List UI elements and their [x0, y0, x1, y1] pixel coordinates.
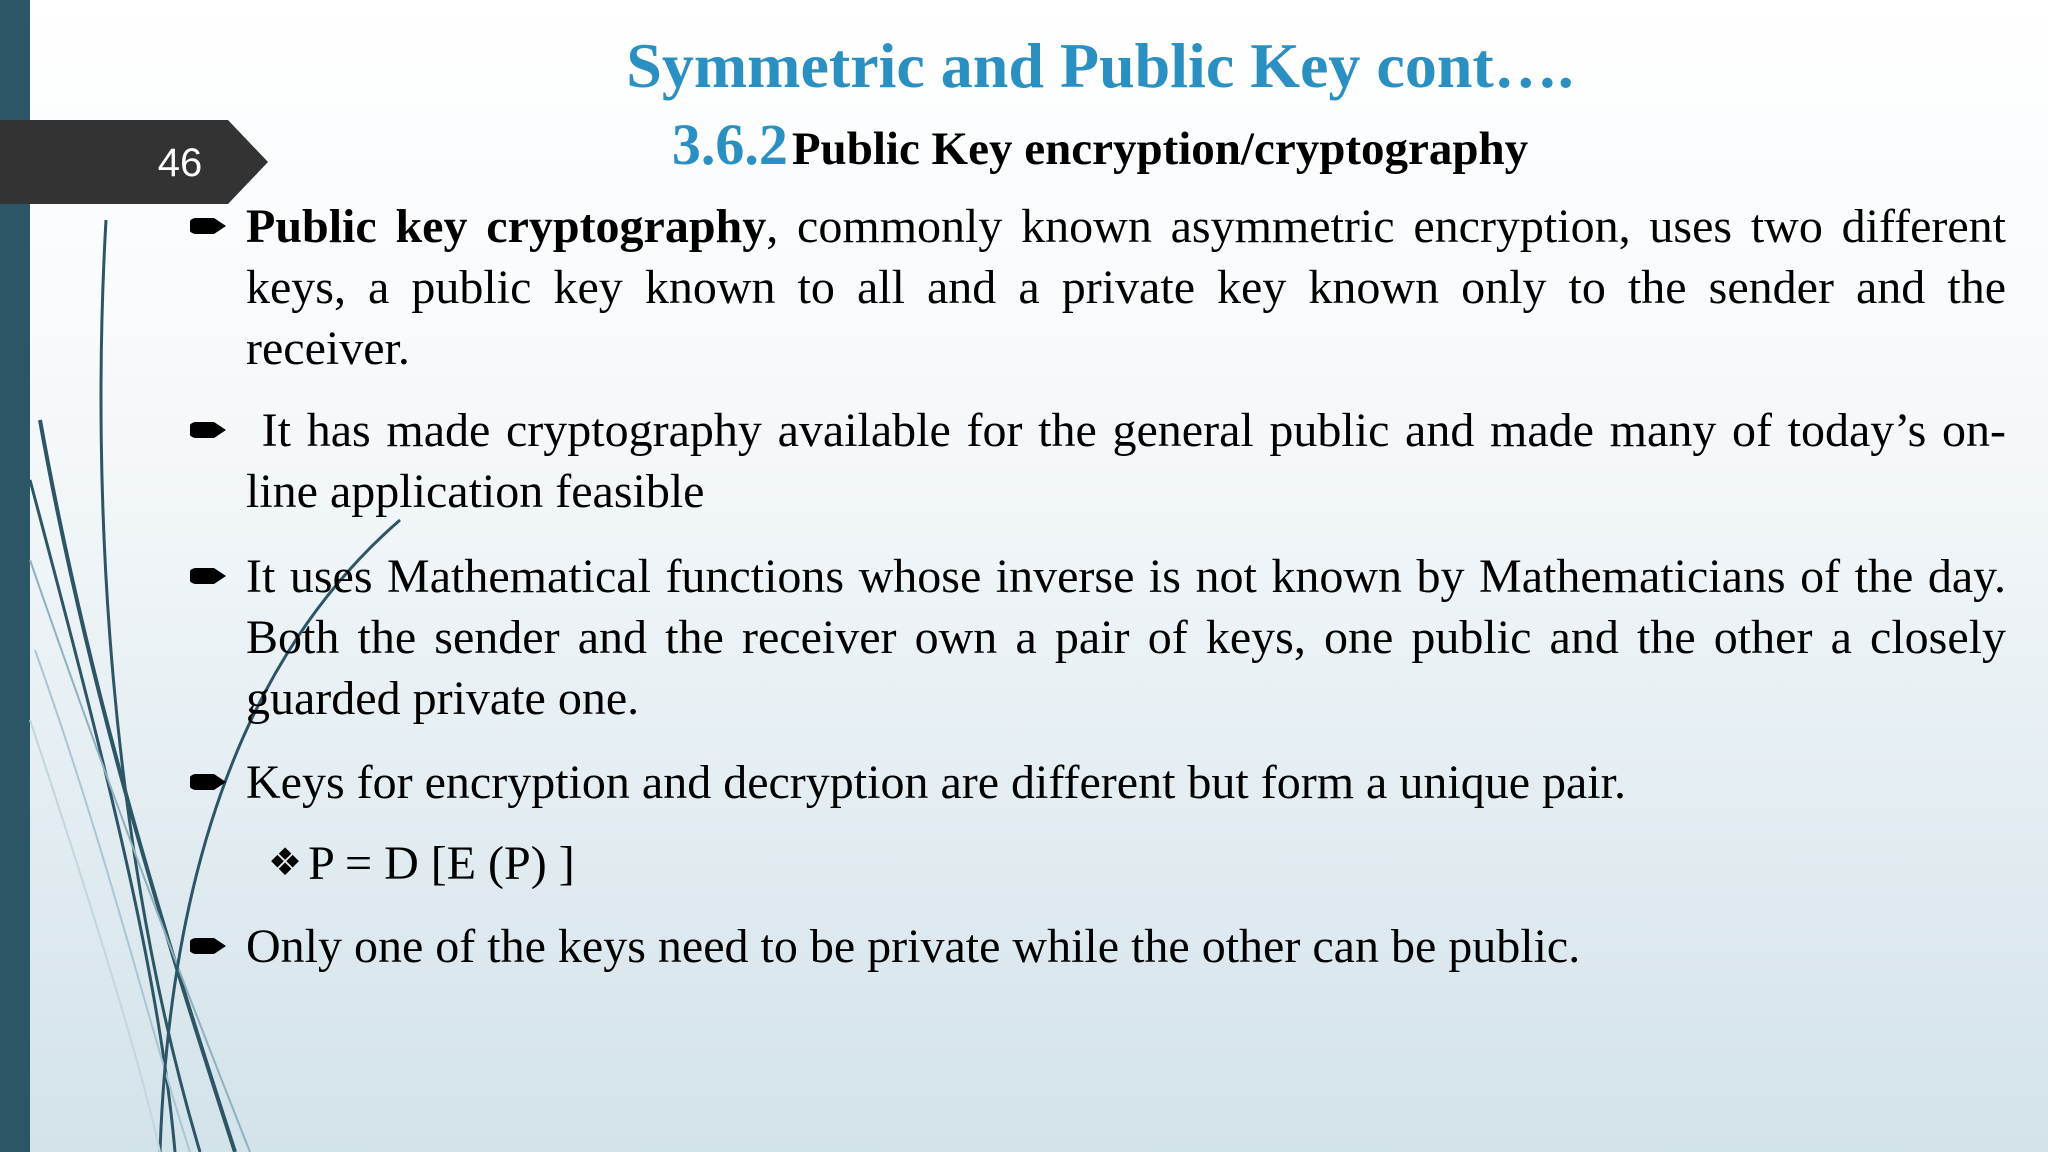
bullet-bold-lead: Public key cryptography: [246, 200, 767, 253]
subtitle-text: Public Key encryption/cryptography: [791, 123, 1529, 175]
arrow-bullet-icon: [190, 931, 230, 961]
arrow-bullet-icon: [190, 561, 230, 591]
bullet-text: Keys for encryption and decryption are different but form a unique pair.: [246, 756, 1626, 809]
bullet-text: It uses Mathematical functions whose inverse is not known by Mathematicians of the day. Both the sender and the receiver own a pair of keys, one public and the other a closely guarded private one.: [246, 550, 2006, 725]
subtitle-section-number: 3.6.2: [671, 112, 788, 177]
slide-number: 46: [157, 141, 203, 185]
bullet-item: [246, 752, 2006, 813]
formula-text: P = D [E (P) ]: [308, 837, 575, 890]
bullet-item: [246, 400, 2006, 522]
slide-title: Symmetric and Public Key cont….: [626, 30, 1574, 101]
arrow-bullet-icon: [190, 767, 230, 797]
formula-item: [268, 832, 575, 894]
bullet-item: [246, 916, 2006, 977]
bullet-text: It has made cryptography available for the general public and made many of today’s on-line application feasible: [246, 404, 2006, 518]
bullet-item: [246, 546, 2006, 729]
bullet-text: , commonly known asymmetric encryption, uses two different keys, a public key known to all and a private key known only to the sender and the receiver.: [246, 200, 2007, 375]
arrow-bullet-icon: [190, 211, 230, 241]
bullet-item: [246, 196, 2006, 379]
bullet-text: Only one of the keys need to be private while the other can be public.: [246, 920, 1581, 973]
arrow-bullet-icon: [190, 415, 230, 445]
diamond-bullet-icon: ❖: [268, 840, 303, 884]
